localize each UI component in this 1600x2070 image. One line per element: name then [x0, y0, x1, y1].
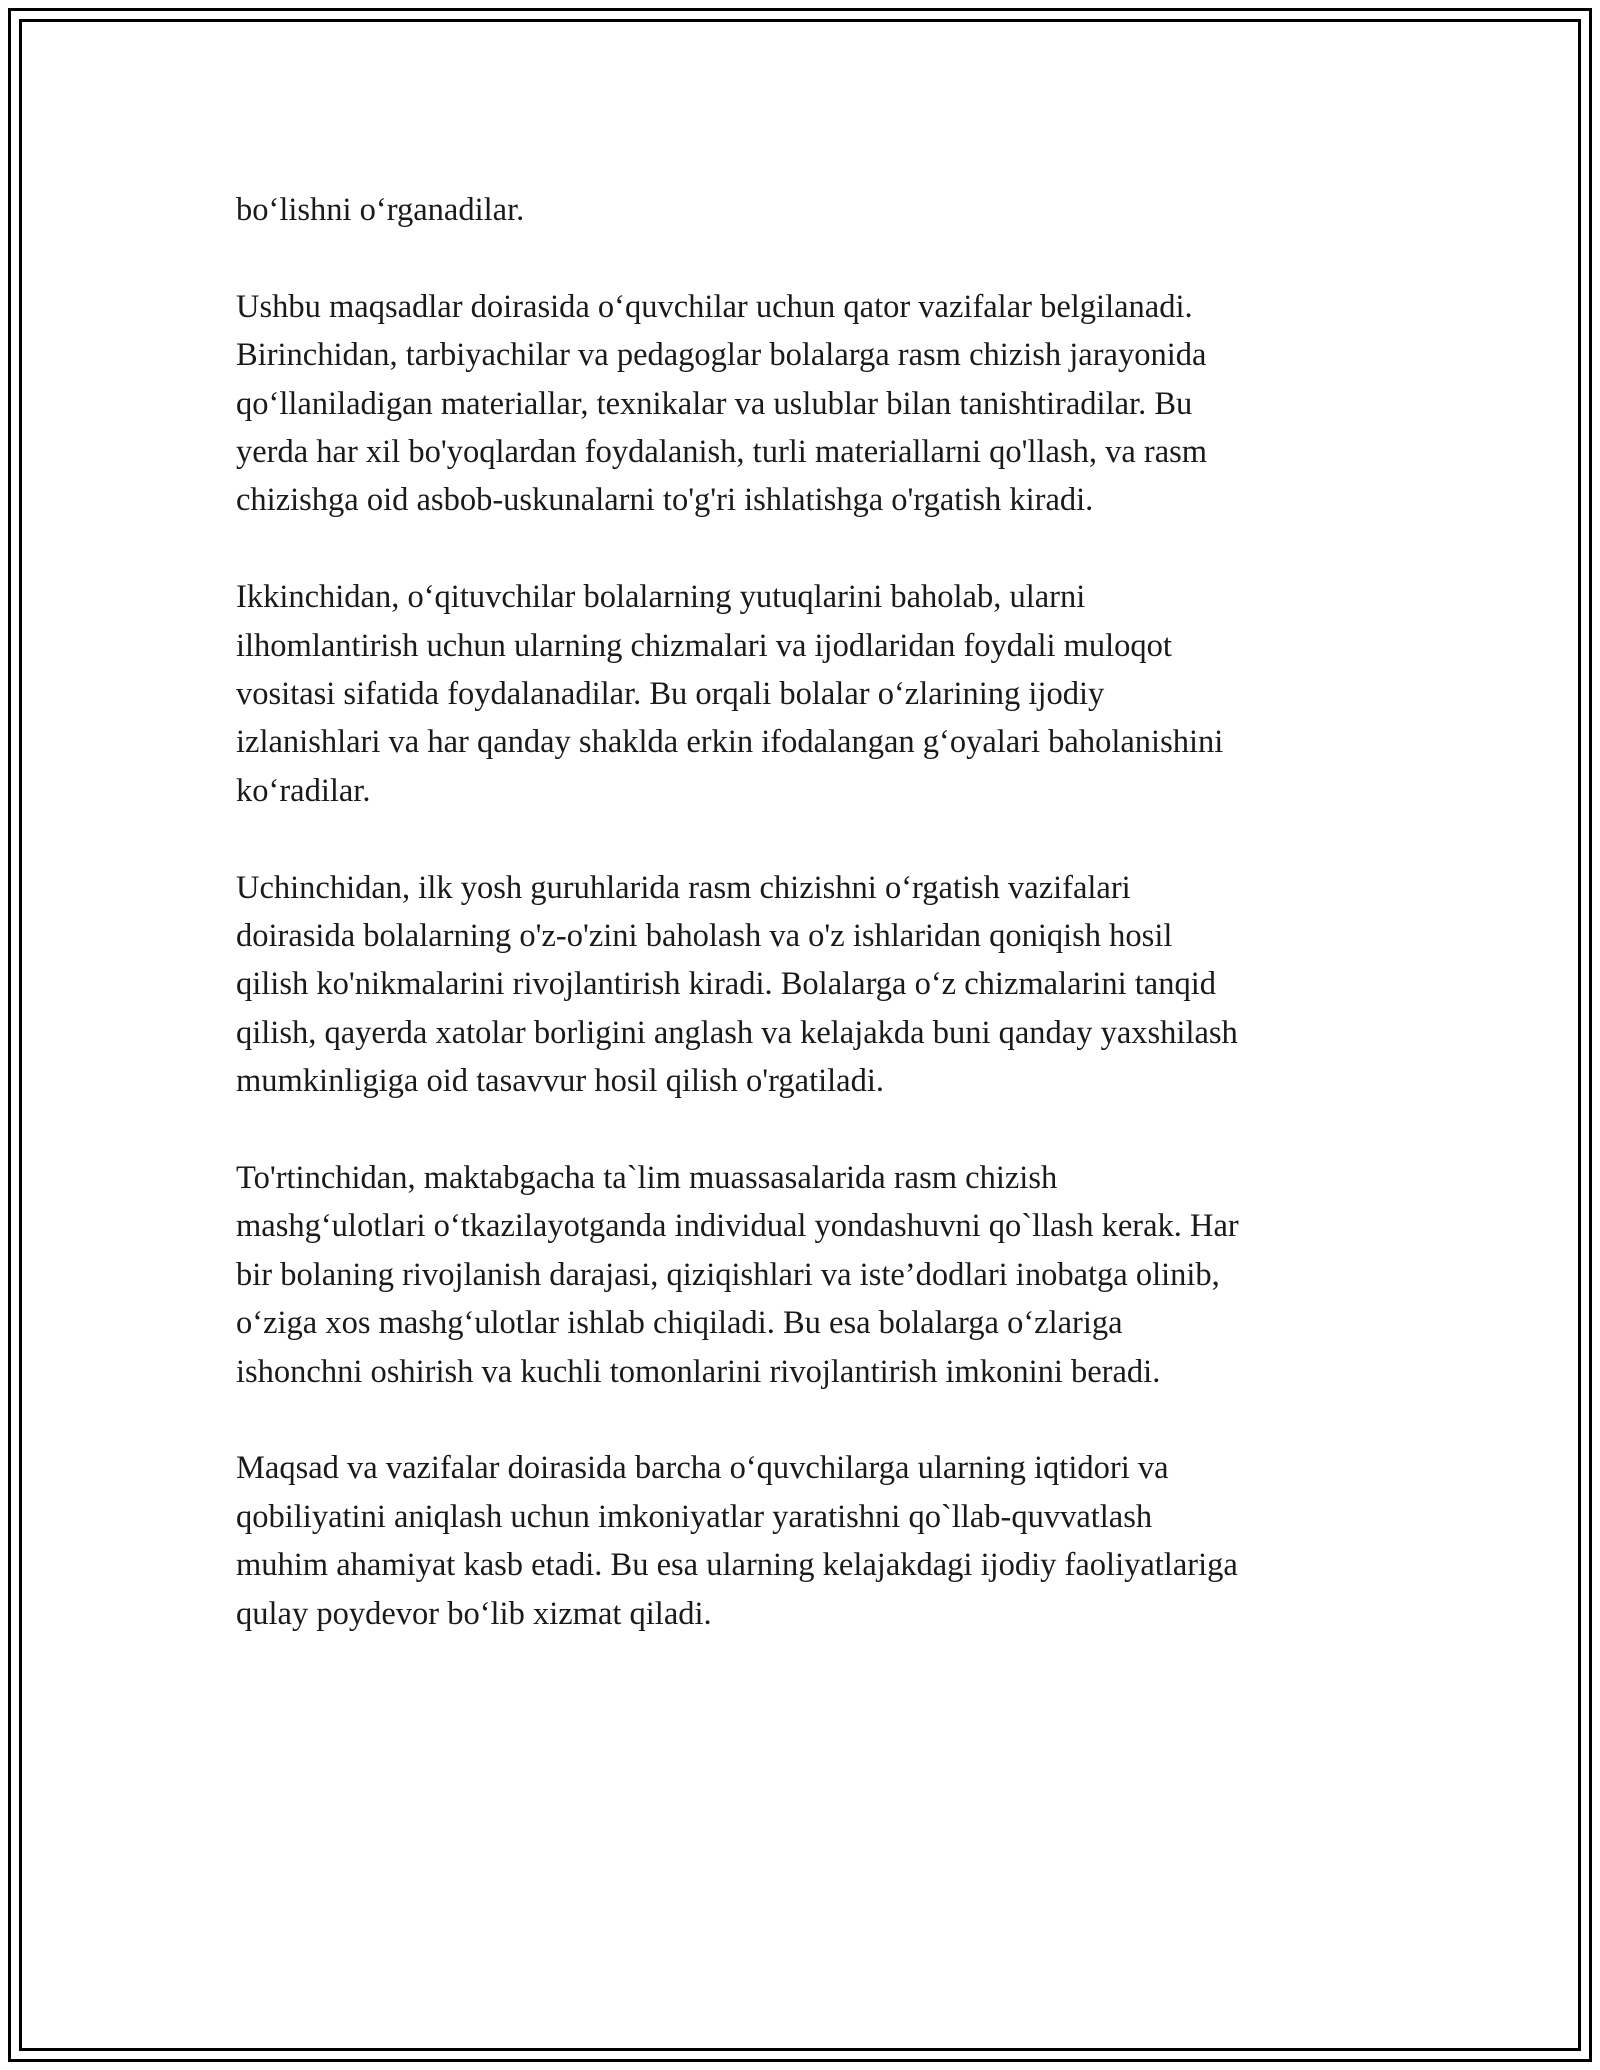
text-line: bo‘lishni o‘rganadilar. — [236, 192, 525, 228]
paragraph-fourth — [236, 1154, 1376, 1396]
text-line: qilish, qayerda xatolar borligini anglash va kelajakda buni qanday yaxshilash — [236, 1014, 1238, 1051]
text-line: mashg‘ulotlari o‘tkazilayotganda individual yondashuvni qo`llash kerak. Har — [236, 1208, 1239, 1245]
text-line: ko‘radilar. — [236, 772, 371, 809]
text-line: qo‘llaniladigan materiallar, texnikalar va uslublar bilan tanishtiradilar. Bu — [236, 385, 1193, 422]
text-line: mumkinligiga oid tasavvur hosil qilish o'rgatiladi. — [236, 1063, 884, 1100]
paragraph-third — [236, 864, 1376, 1106]
text-line: chizishga oid asbob-uskunalarni to'g'ri ishlatishga o'rgatish kiradi. — [236, 482, 1094, 519]
text-line: qilish ko'nikmalarini rivojlantirish kiradi. Bolalarga o‘z chizmalarini tanqid — [236, 966, 1217, 1003]
text-line: qulay poydevor bo‘lib xizmat qiladi. — [236, 1595, 712, 1632]
text-line: Uchinchidan, ilk yosh guruhlarida rasm chizishni o‘rgatish vazifalari — [236, 869, 1131, 906]
text-line: doirasida bolalarning o'z-o'zini baholash va o'z ishlaridan qoniqish hosil — [236, 918, 1173, 955]
text-line: Maqsad va vazifalar doirasida barcha o‘quvchilarga ularning iqtidori va — [236, 1450, 1169, 1487]
text-line: ilhomlantirish uchun ularning chizmalari va ijodlaridan foydali muloqot — [236, 627, 1172, 664]
text-line: ishonchni oshirish va kuchli tomonlarini rivojlantirish imkonini beradi. — [236, 1353, 1161, 1390]
text-line: To'rtinchidan, maktabgacha ta`lim muassasalarida rasm chizish — [236, 1160, 1058, 1197]
paragraph-conclusion — [236, 1444, 1376, 1638]
paragraph-goals — [236, 283, 1376, 525]
text-line: vositasi sifatida foydalanadilar. Bu orqali bolalar o‘zlarining ijodiy — [236, 676, 1105, 713]
text-line: yerda har xil bo'yoqlardan foydalanish, turli materiallarni qo'llash, va rasm — [236, 434, 1208, 471]
text-line: qobiliyatini aniqlash uchun imkoniyatlar yaratishni qo`llab-quvvatlash — [236, 1498, 1153, 1535]
text-line: Birinchidan, tarbiyachilar va pedagoglar bolalarga rasm chizish jarayonida — [236, 337, 1207, 374]
text-line: izlanishlari va har qanday shaklda erkin ifodalangan g‘oyalari baholanishini — [236, 724, 1224, 761]
paragraph-second — [236, 573, 1376, 815]
text-line: bir bolaning rivojlanish darajasi, qiziqishlari va iste’dodlari inobatga olinib, — [236, 1256, 1220, 1293]
paragraph-continuation — [236, 186, 1376, 234]
text-line: Ikkinchidan, o‘qituvchilar bolalarning yutuqlarini baholab, ularni — [236, 579, 1086, 616]
document-body — [236, 186, 1376, 1687]
text-line: muhim ahamiyat kasb etadi. Bu esa ularning kelajakdagi ijodiy faoliyatlariga — [236, 1547, 1238, 1584]
text-line: o‘ziga xos mashg‘ulotlar ishlab chiqiladi. Bu esa bolalarga o‘zlariga — [236, 1305, 1123, 1342]
text-line: Ushbu maqsadlar doirasida o‘quvchilar uchun qator vazifalar belgilanadi. — [236, 288, 1193, 325]
